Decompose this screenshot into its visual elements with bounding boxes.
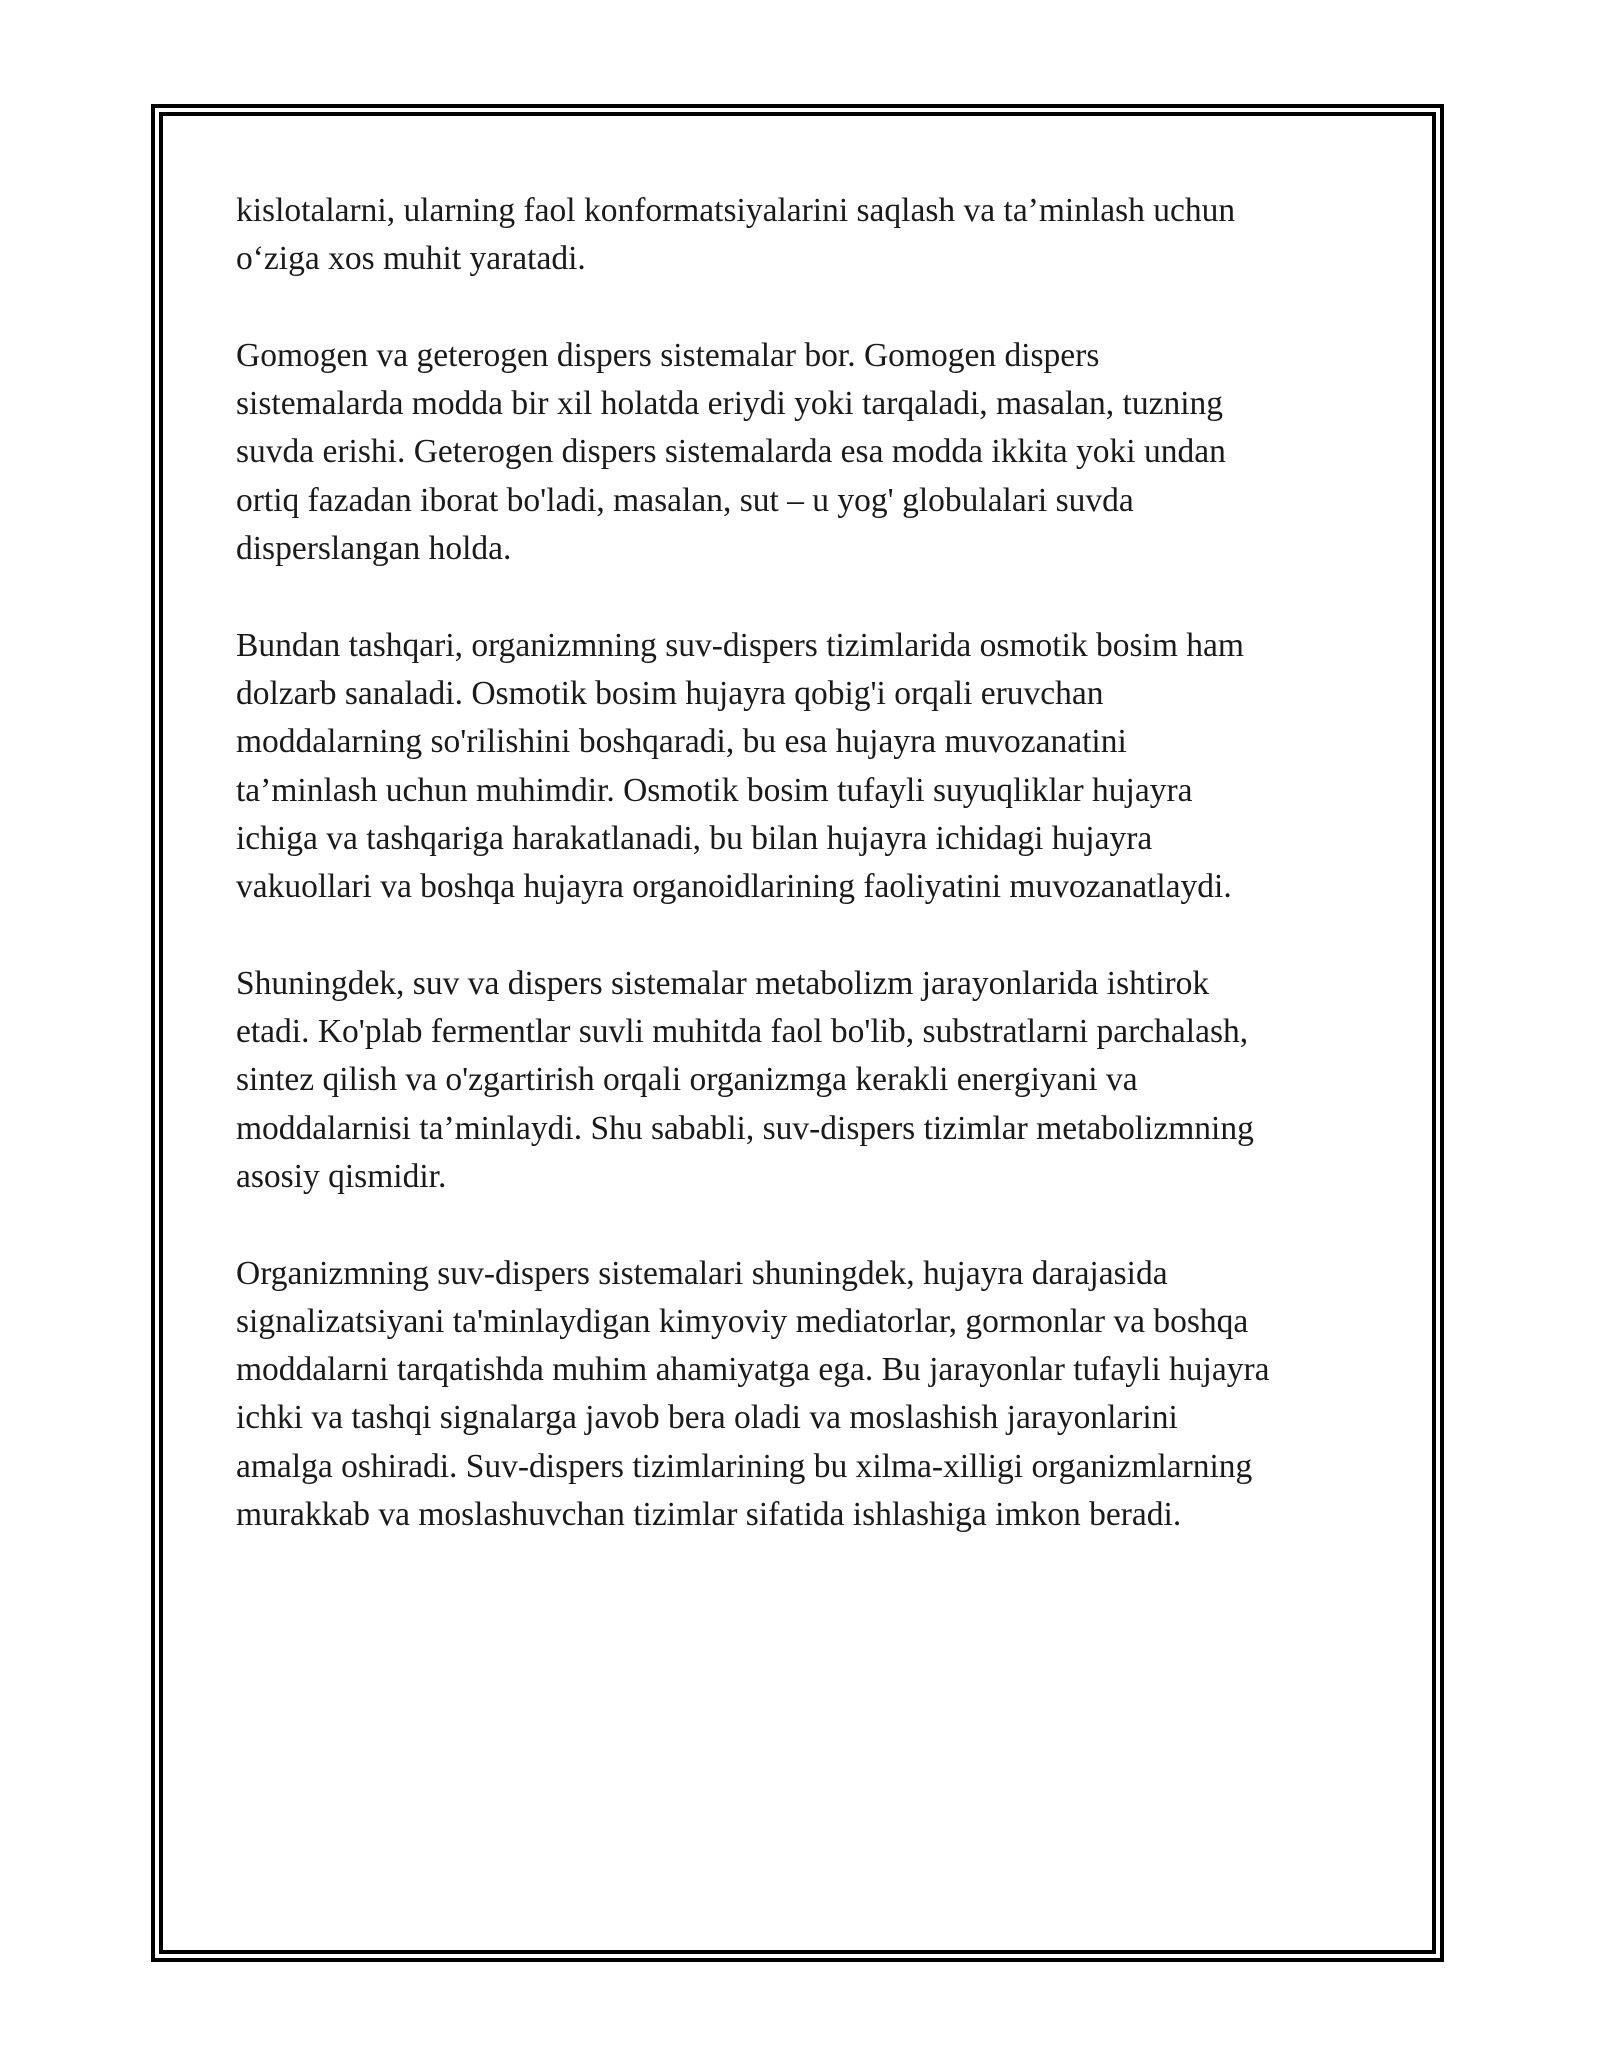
text-line: moddalarnisi ta’minlaydi. Shu sababli, suv-dispers tizimlar metabolizmning bbox=[236, 1109, 1254, 1147]
text-line: vakuollari va boshqa hujayra organoidlarining faoliyatini muvozanatlaydi. bbox=[236, 868, 1232, 906]
text-line: sistemalarda modda bir xil holatda eriydi yoki tarqaladi, masalan, tuzning bbox=[236, 385, 1224, 423]
text-line: ortiq fazadan iborat bo'ladi, masalan, sut – u yog' globulalari suvda bbox=[236, 481, 1134, 519]
text-line: ta’minlash uchun muhimdir. Osmotik bosim tufayli suyuqliklar hujayra bbox=[236, 771, 1193, 809]
document-body bbox=[236, 187, 1396, 1588]
text-line: o‘ziga xos muhit yaratadi. bbox=[236, 240, 586, 278]
paragraph-2 bbox=[236, 332, 1396, 573]
text-line: suvda erishi. Geterogen dispers sistemalarda esa modda ikkita yoki undan bbox=[236, 433, 1226, 471]
text-line: murakkab va moslashuvchan tizimlar sifatida ishlashiga imkon beradi. bbox=[236, 1496, 1182, 1534]
text-line: dolzarb sanaladi. Osmotik bosim hujayra qobig'i orqali eruvchan bbox=[236, 674, 1104, 712]
text-line: Gomogen va geterogen dispers sistemalar bor. Gomogen dispers bbox=[236, 336, 1100, 374]
text-line: kislotalarni, ularning faol konformatsiyalarini saqlash va ta’minlash uchun bbox=[236, 192, 1236, 229]
text-line: signalizatsiyani ta'minlaydigan kimyoviy mediatorlar, gormonlar va boshqa bbox=[236, 1302, 1249, 1340]
text-line: amalga oshiradi. Suv-dispers tizimlarining bu xilma-xilligi organizmlarning bbox=[236, 1447, 1253, 1485]
text-line: etadi. Ko'plab fermentlar suvli muhitda faol bo'lib, substratlarni parchalash, bbox=[236, 1013, 1249, 1051]
paragraph-4 bbox=[236, 960, 1396, 1201]
text-line: ichki va tashqi signalarga javob bera oladi va moslashish jarayonlarini bbox=[236, 1399, 1178, 1437]
text-line: Shuningdek, suv va dispers sistemalar metabolizm jarayonlarida ishtirok bbox=[236, 964, 1210, 1002]
text-line: moddalarni tarqatishda muhim ahamiyatga ega. Bu jarayonlar tufayli hujayra bbox=[236, 1351, 1270, 1389]
text-line: asosiy qismidir. bbox=[236, 1157, 447, 1195]
paragraph-1 bbox=[236, 187, 1396, 284]
paragraph-3 bbox=[236, 622, 1396, 912]
text-line: Bundan tashqari, organizmning suv-dispers tizimlarida osmotik bosim ham bbox=[236, 626, 1244, 664]
text-line: disperslangan holda. bbox=[236, 530, 512, 568]
text-line: moddalarning so'rilishini boshqaradi, bu esa hujayra muvozanatini bbox=[236, 723, 1127, 761]
text-line: ichiga va tashqariga harakatlanadi, bu bilan hujayra ichidagi hujayra bbox=[236, 819, 1153, 857]
text-line: Organizmning suv-dispers sistemalari shuningdek, hujayra darajasida bbox=[236, 1254, 1168, 1292]
paragraph-5 bbox=[236, 1250, 1396, 1540]
text-line: sintez qilish va o'zgartirish orqali organizmga kerakli energiyani va bbox=[236, 1061, 1138, 1099]
